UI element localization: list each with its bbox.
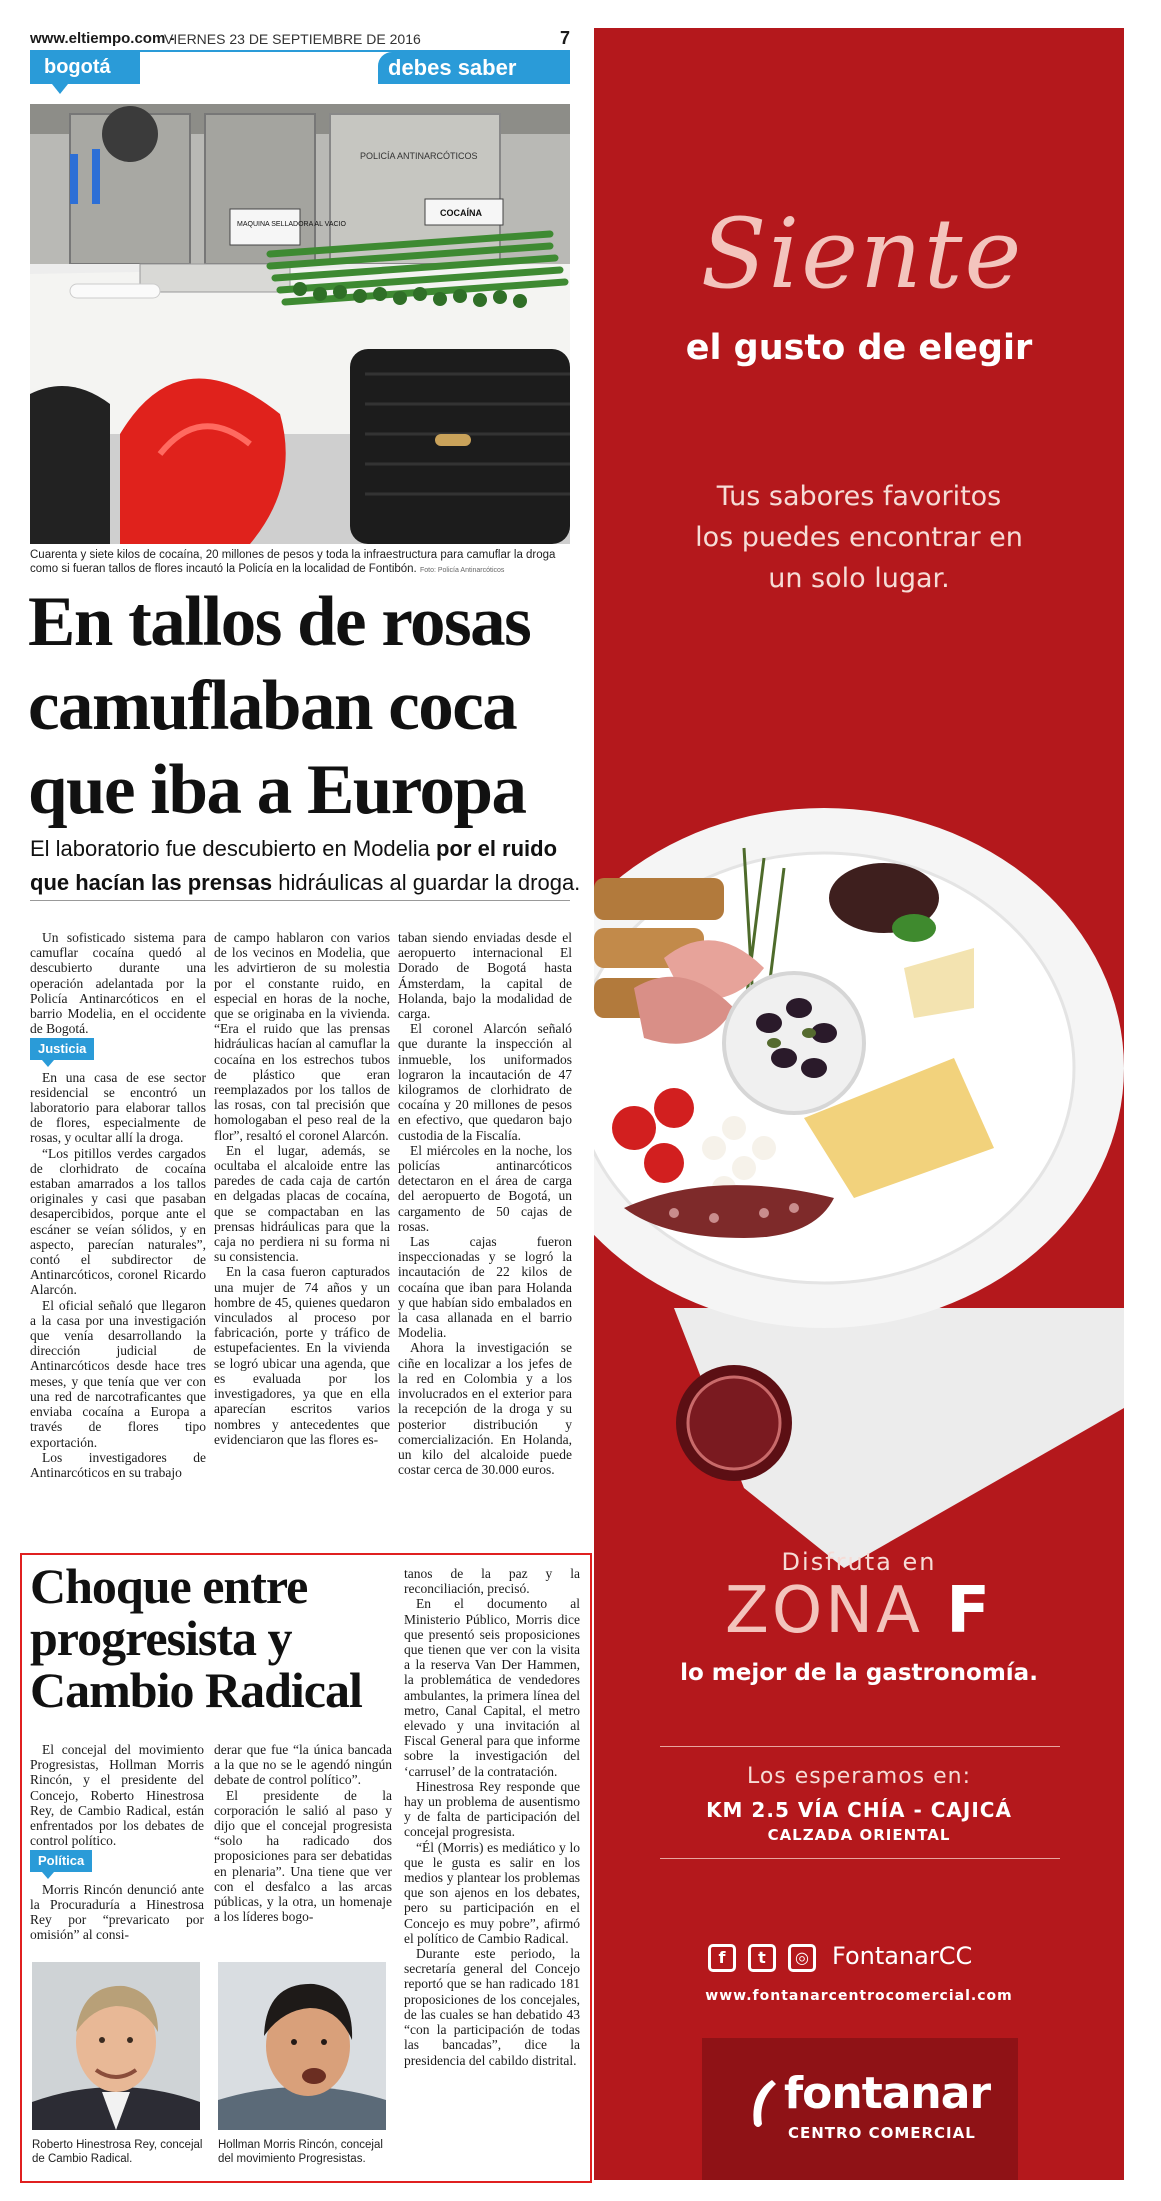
facebook-icon[interactable]: f bbox=[708, 1944, 736, 1972]
paragraph: En la casa fueron capturados una mujer de 74 años y un hombre de 45, quienes quedaron vinculados al proceso por fabricación, porte y tráfico de estupefacientes. En la vivienda se logró ubicar una agenda, que es evaluada por los investigadores, ya que en ella aparecían escritos varios nombres y antecedentes que evidenciaron que las flores es- bbox=[214, 1264, 390, 1447]
ad-zona-f bbox=[594, 1574, 1124, 1648]
section-tag-justicia: Justicia bbox=[30, 1038, 94, 1059]
ad-divider bbox=[660, 1858, 1060, 1859]
main-photo bbox=[30, 104, 570, 544]
issue-date: VIERNES 23 DE SEPTIEMBRE DE 2016 bbox=[164, 31, 421, 47]
twitter-icon[interactable]: t bbox=[748, 1944, 776, 1972]
logo-subtitle: CENTRO COMERCIAL bbox=[788, 2124, 976, 2142]
food-plate-image bbox=[594, 768, 1124, 1588]
portrait-hinestrosa bbox=[32, 1962, 200, 2130]
sign-police-text: POLICÍA ANTINARCÓTICOS bbox=[360, 151, 478, 161]
social-handle[interactable]: FontanarCC bbox=[832, 1942, 973, 1970]
ad-website-link[interactable]: www.fontanarcentrocomercial.com bbox=[705, 1988, 1013, 2004]
paragraph: taban siendo enviadas desde el aeropuerto internacional El Dorado de Bogotá hasta Ámsterdam, la capital de Holanda, bajo la modalidad de carga. bbox=[398, 930, 572, 1022]
ad-address: KM 2.5 VÍA CHÍA - CAJICÁ bbox=[706, 1798, 1012, 1822]
logo-name: fontanar bbox=[784, 2068, 991, 2119]
dek-divider bbox=[30, 900, 570, 901]
ad-script-headline: Siente bbox=[700, 198, 1024, 310]
paragraph: Hinestrosa Rey responde que hay un problema de ausentismo y de falta de participación del concejal progresista. bbox=[404, 1778, 580, 1840]
ad-tagline: el gusto de elegir bbox=[685, 328, 1033, 368]
dek-tail: hidráulicas al guardar la droga. bbox=[272, 870, 581, 895]
section-tag-politica: Política bbox=[30, 1850, 92, 1871]
portrait-morris bbox=[218, 1962, 386, 2130]
page-header bbox=[30, 28, 570, 52]
sign-machine-text: MAQUINA SELLADORA AL VACIO bbox=[237, 221, 346, 228]
paragraph: Durante este periodo, la secretaría general del Concejo reportó que se han radicado 181 proposiciones de los concejales, de las cuales se han debatido 43 “con la participación de todas las bancadas”, dice la presidencia del cabildo distrital. bbox=[404, 1946, 580, 2068]
sign-cocaine-text: COCAÍNA bbox=[440, 208, 482, 218]
advertisement[interactable] bbox=[594, 28, 1124, 2180]
paragraph: Los investigadores de Antinarcóticos en su trabajo bbox=[30, 1449, 206, 1480]
ad-disfruta: Disfruta en bbox=[781, 1548, 937, 1576]
photo-credit: Foto: Policía Antinarcóticos bbox=[419, 567, 505, 574]
paragraph: tanos de la paz y la reconciliación, precisó. bbox=[404, 1566, 580, 1597]
paragraph: “Él (Morris) es mediático y lo que le gusta es salir en los medios y plantear los problemas que son ajenos en los debates, pero su participación en el Concejo es muy pobre”, afirmó el político de Cambio Radical. bbox=[404, 1839, 580, 1946]
paragraph: “Los pitillos verdes cargados de clorhidrato de cocaína estaban amarrados a los tallos originales y casi que pasaban desapercibidos, porque ante el escáner se veían sólidos, y en aspecto, parecían naturales”, contó el subdirector de Antinarcóticos, coronel Ricardo Alarcón. bbox=[30, 1145, 206, 1298]
article-column-3 bbox=[398, 930, 572, 1477]
paragraph: En el lugar, además, se ocultaba el alcaloide entre las paredes de cada caja de cartón en delgadas placas de cocaína, que se compactaban en las prensas hidráulicas para que la caja no perdiera ni su forma ni su consistencia. bbox=[214, 1142, 390, 1265]
zona-word: ZONA bbox=[725, 1574, 923, 1648]
article-2-column-1 bbox=[30, 1742, 204, 1942]
photo-caption bbox=[30, 548, 570, 578]
site-url[interactable]: www.eltiempo.com - bbox=[30, 30, 175, 47]
dek-lead: El laboratorio fue descubierto en Modelia bbox=[30, 836, 437, 861]
article-column-2 bbox=[214, 930, 390, 1447]
paragraph: En el documento al Ministerio Público, Morris dice que presentó seis proposiciones que tienen que ver con la visita a la reserva Van Der Hammen, la problemática de vendedores ambulantes, la primera línea del metro, Canal Capital, el metro elevado y una invitación al Fiscal General para que informe sobre la investigación del ‘carrusel’ de la contratación. bbox=[404, 1596, 580, 1779]
paragraph: Un sofisticado sistema para camuflar cocaína quedó al descubierto durante una operación adelantada por la Policía Antinarcóticos en el barrio Modelia, en el occidente de Bogotá. bbox=[30, 930, 206, 1037]
portrait-caption: Hollman Morris Rincón, concejal del movimiento Progresistas. bbox=[218, 2139, 383, 2165]
dek-bold: por el ruido que hacían las prensas bbox=[30, 836, 558, 895]
section-tag-bogota: bogotá bbox=[30, 52, 140, 84]
ad-address-sub: CALZADA ORIENTAL bbox=[767, 1826, 951, 1844]
article-column-1 bbox=[30, 930, 206, 1480]
section-tag-debes-saber: debes saber bbox=[378, 52, 570, 84]
paragraph: El presidente de la corporación le salió al paso y dijo que el concejal progresista “solo ha radicado dos proposiciones para ser debatidas en plenaria”. Una tiene que ver con el desfalco a las arcas públicas, y la otra, un homenaje a los líderes bogo- bbox=[214, 1787, 392, 1925]
leaf-icon bbox=[748, 2078, 778, 2130]
article-dek bbox=[30, 832, 590, 900]
paragraph: El oficial señaló que llegaron a la casa por una investigación que venía desarrollando la dirección judicial de Antinarcóticos desde hace tres meses, y que tenía que ver con una red de narcotraficantes que enviaba cocaína a Europa a través de flores tipo exportación. bbox=[30, 1297, 206, 1450]
paragraph: Morris Rincón denunció ante la Procuraduría a Hinestrosa Rey por “prevaricato por omisión” al consi- bbox=[30, 1881, 204, 1943]
paragraph: En una casa de ese sector residencial se encontró un laboratorio para elaborar tallos de flores, especialmente de rosas, y ocultar allí la droga. bbox=[30, 1069, 206, 1146]
paragraph: El coronel Alarcón señaló que durante la inspección al inmueble, los uniformados lograron la incautación de 47 kilogramos de clorhidrato de cocaína y 20 millones de pesos en efectivo, que quedaron bajo custodia de la Fiscalía. bbox=[398, 1021, 572, 1143]
paragraph: El concejal del movimiento Progresistas, Hollman Morris Rincón, y el presidente del Concejo, Roberto Hinestrosa Rey, de Cambio Radical, están enfrentados por los debates de control político. bbox=[30, 1742, 204, 1849]
paragraph: Las cajas fueron inspeccionadas y se logró la incautación de 22 kilos de cocaína que iban para Holanda y que habían sido embalados en la casa allanada en el barrio Modelia. bbox=[398, 1234, 572, 1341]
article-2-column-2 bbox=[214, 1742, 392, 1924]
paragraph: derar que fue “la única bancada a la que no se le agendó ningún debate de control político”. bbox=[214, 1742, 392, 1788]
paragraph: El miércoles en la noche, los policías antinarcóticos detectaron en el área de carga del aeropuerto de Bogotá, un cargamento de 50 cajas de rosas. bbox=[398, 1142, 572, 1234]
social-links bbox=[708, 1940, 1028, 1976]
ad-gastronomia: lo mejor de la gastronomía. bbox=[680, 1660, 1038, 1686]
fontanar-logo[interactable] bbox=[702, 2038, 1018, 2180]
paragraph: de campo hablaron con varios de los vecinos en Modelia, que les advirtieron de su molestia por el constante ruido, en especial en horas de la noche, que se originaba en la vivienda. “Era el ruido que las prensas hidráulicas hacían al camuflar la cocaína en los estrechos tubos de plástico que eran reemplazados por los tallos de las rosas, con tal precisión que homologaban el peso real de la flor”, resaltó el coronel Alarcón. bbox=[214, 930, 390, 1143]
page-number: 7 bbox=[559, 28, 570, 48]
ad-subtext: Tus sabores favoritos los puedes encontrar en un solo lugar. bbox=[695, 481, 1023, 594]
ad-esperamos: Los esperamos en: bbox=[746, 1764, 972, 1789]
article-2-column-3 bbox=[404, 1566, 580, 2068]
portrait-caption: Roberto Hinestrosa Rey, concejal de Cambio Radical. bbox=[32, 2139, 203, 2165]
photo-caption-text: Cuarenta y siete kilos de cocaína, 20 millones de pesos y toda la infraestructura para camuflar la droga como si fueran tallos de flores incautó la Policía en la localidad de Fontibón. bbox=[30, 549, 556, 575]
zona-letter: F bbox=[946, 1574, 993, 1648]
instagram-icon[interactable]: ◎ bbox=[788, 1944, 816, 1972]
article-2-headline: Choque entre progresista y Cambio Radical bbox=[30, 1558, 362, 1718]
paragraph: Ahora la investigación se ciñe en localizar a los jefes de la red en Colombia y a los involucrados en el exterior para la recepción de la droga y su posterior distribución y comercialización. En Holanda, un kilo del alcaloide puede costar cerca de 30.000 euros. bbox=[398, 1340, 572, 1478]
ad-divider bbox=[660, 1746, 1060, 1747]
article-headline: En tallos de rosas camuflaban coca que iba a Europa bbox=[28, 583, 531, 829]
